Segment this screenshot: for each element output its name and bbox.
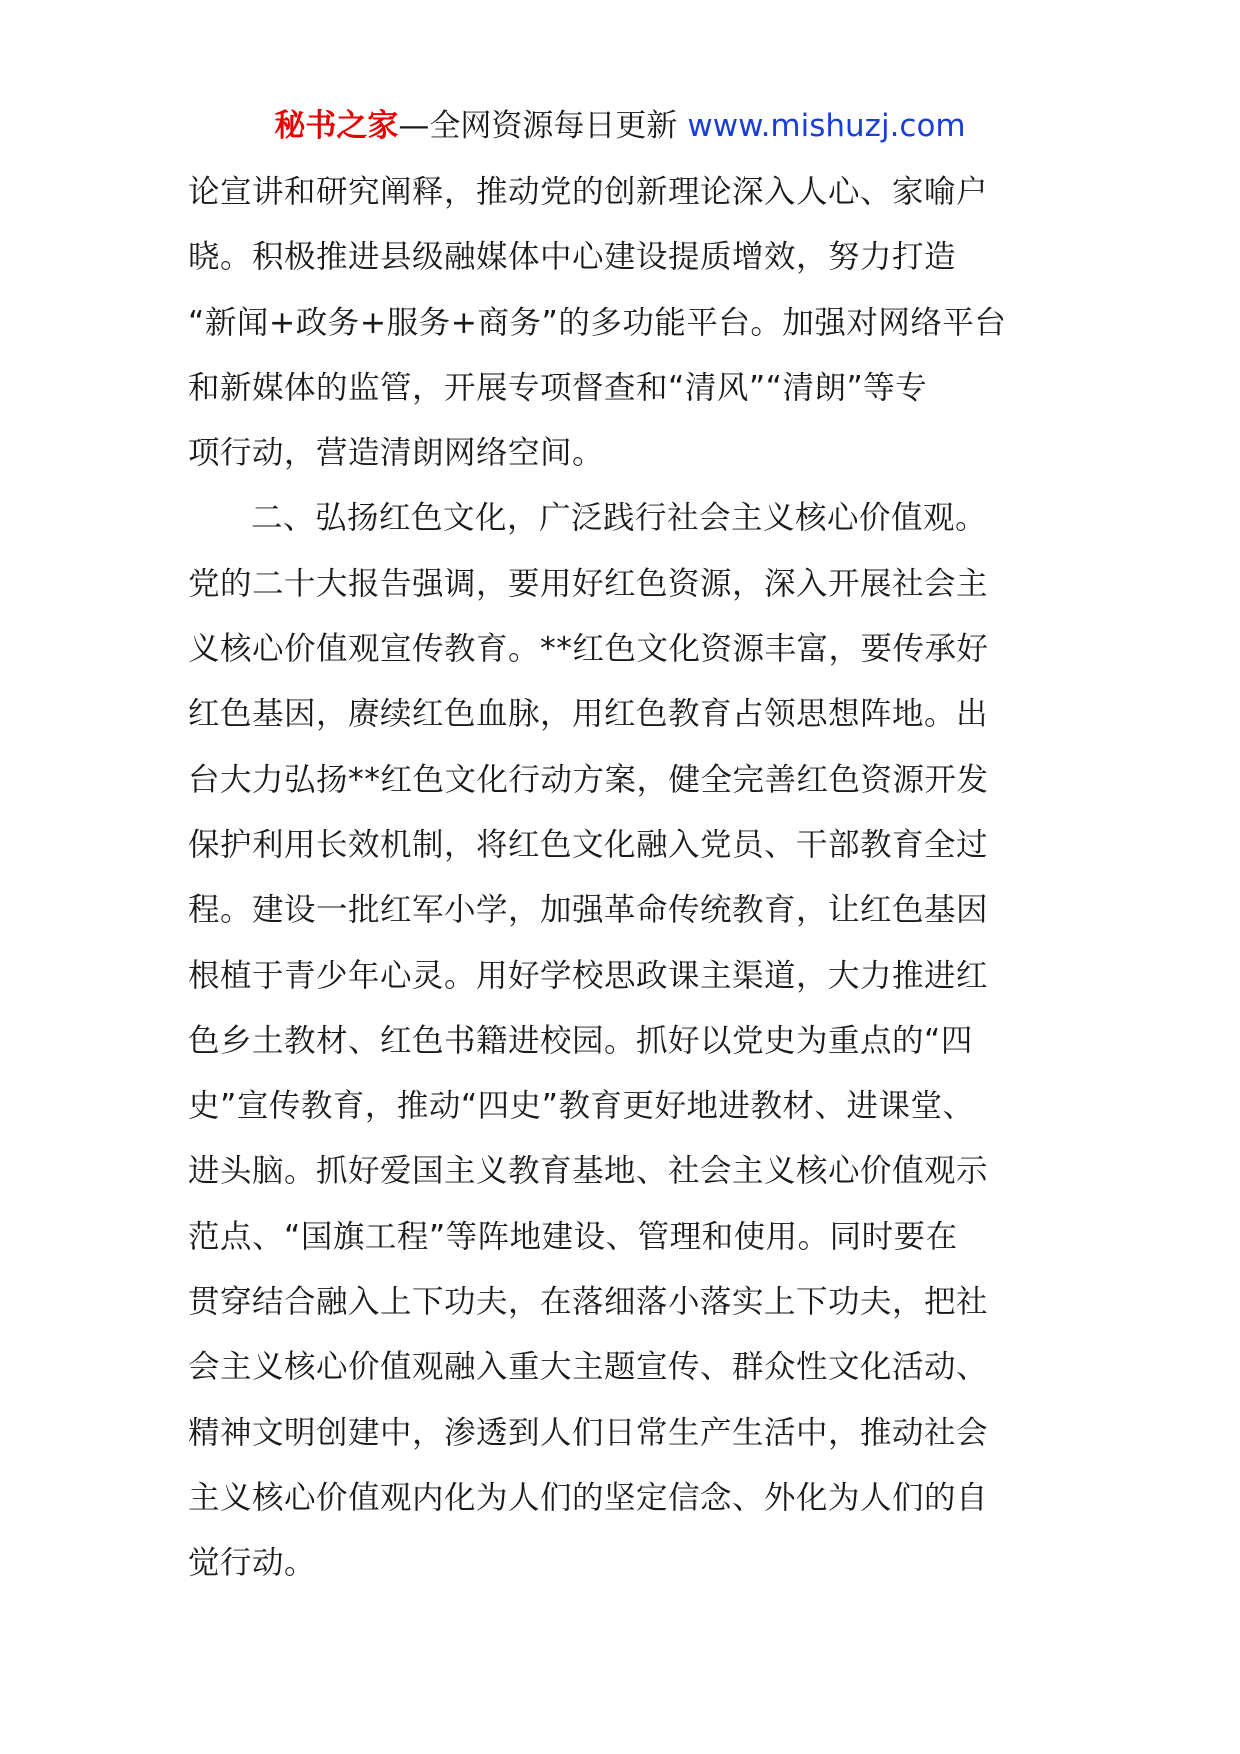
site-brand: 秘书之家 bbox=[274, 108, 399, 144]
text-line: 觉行动。 bbox=[188, 1545, 317, 1582]
text-line: 进头脑。抓好爱国主义教育基地、社会主义核心价值观示 bbox=[188, 1153, 989, 1190]
text-line: 台大力弘扬**红色文化行动方案，健全完善红色资源开发 bbox=[188, 761, 989, 798]
text-line: 义核心价值观宣传教育。**红色文化资源丰富，要传承好 bbox=[188, 631, 989, 668]
text-line: 项行动，营造清朗网络空间。 bbox=[188, 435, 605, 472]
site-tagline: —全网资源每日更新 bbox=[398, 108, 678, 144]
text-line: 史”宣传教育，推动“四史”教育更好地进教材、进课堂、 bbox=[188, 1088, 975, 1125]
site-url-link[interactable]: www.mishuzj.com bbox=[687, 108, 966, 144]
text-line: 和新媒体的监管，开展专项督查和“清风”“清朗”等专 bbox=[188, 369, 928, 406]
text-line: 会主义核心价值观融入重大主题宣传、群众性文化活动、 bbox=[188, 1349, 989, 1386]
text-line: 晓。积极推进县级融媒体中心建设提质增效，努力打造 bbox=[188, 239, 957, 276]
text-line: 主义核心价值观内化为人们的坚定信念、外化为人们的自 bbox=[188, 1479, 989, 1516]
document-body bbox=[188, 160, 1058, 1597]
text-line: 范点、“国旗工程”等阵地建设、管理和使用。同时要在 bbox=[188, 1218, 958, 1255]
text-line: 贯穿结合融入上下功夫，在落细落小落实上下功夫，把社 bbox=[188, 1284, 989, 1321]
text-line: 色乡土教材、红色书籍进校园。抓好以党史为重点的“四 bbox=[188, 1022, 973, 1059]
text-line: 程。建设一批红军小学，加强革命传统教育，让红色基因 bbox=[188, 892, 989, 929]
text-line: “新闻+政务+服务+商务”的多功能平台。加强对网络平台 bbox=[188, 304, 1007, 341]
page-header bbox=[0, 98, 1240, 154]
text-line: 论宣讲和研究阐释，推动党的创新理论深入人心、家喻户 bbox=[188, 174, 989, 210]
section-heading: 二、弘扬红色文化，广泛践行社会主义核心价值观。 bbox=[251, 500, 988, 537]
text-line: 保护利用长效机制，将红色文化融入党员、干部教育全过 bbox=[188, 826, 989, 863]
text-line: 根植于青少年心灵。用好学校思政课主渠道，大力推进红 bbox=[188, 957, 989, 994]
text-line: 精神文明创建中，渗透到人们日常生产生活中，推动社会 bbox=[188, 1414, 989, 1451]
text-line: 党的二十大报告强调，要用好红色资源，深入开展社会主 bbox=[188, 565, 989, 602]
text-line: 红色基因，赓续红色血脉，用红色教育占领思想阵地。出 bbox=[188, 696, 989, 733]
